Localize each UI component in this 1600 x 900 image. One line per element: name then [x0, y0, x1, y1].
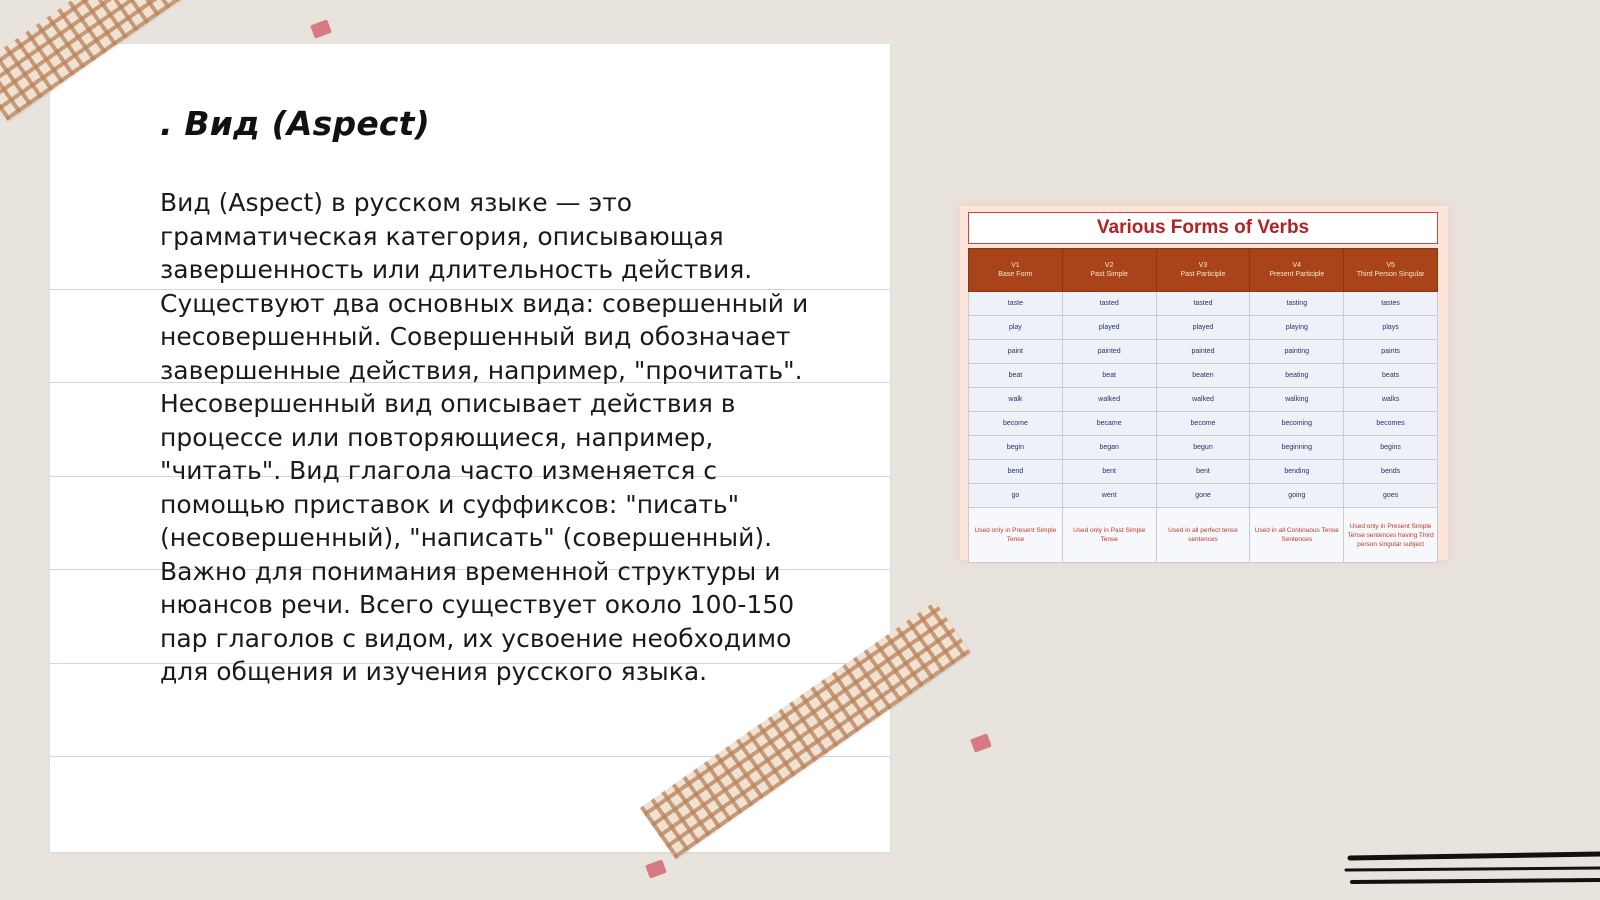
- table-row: [969, 316, 1438, 340]
- table-note-cell: Used in all perfect tense sentences: [1156, 508, 1250, 563]
- table-cell: bending: [1250, 460, 1344, 484]
- slide-paragraph: Вид (Aspect) в русском языке — это грамматическая категория, описывающая завершенность или длительность действия. Существуют два основных вида: совершенный и несовершенный. Совершенный вид обозначает завершенные действия, например, "прочитать". Несовершенный вид описывает действия в процессе или повторяющиеся, например, "читать". Вид глагола часто изменяется с помощью приставок и суффиксов: "писать" (несовершенный), "написать" (совершенный). Важно для понимания временной структуры и нюансов речи. Всего существует около 100-150 пар глаголов с видом, их усвоение необходимо для общения и изучения русского языка.: [160, 188, 809, 686]
- table-cell: become: [969, 412, 1063, 436]
- table-cell: bend: [969, 460, 1063, 484]
- table-cell: becomes: [1344, 412, 1438, 436]
- column-header: V1 Base Form: [969, 249, 1063, 292]
- table-row: [969, 292, 1438, 316]
- table-cell: began: [1062, 436, 1156, 460]
- table-cell: begun: [1156, 436, 1250, 460]
- table-cell: beats: [1344, 364, 1438, 388]
- table-cell: go: [969, 484, 1063, 508]
- table-cell: become: [1156, 412, 1250, 436]
- table-cell: becoming: [1250, 412, 1344, 436]
- brush-stroke: [1350, 854, 1600, 858]
- table-cell: walking: [1250, 388, 1344, 412]
- table-cell: walks: [1344, 388, 1438, 412]
- table-note-cell: Used only in Present Simple Tense: [969, 508, 1063, 563]
- table-cell: paint: [969, 340, 1063, 364]
- table-row: [969, 460, 1438, 484]
- table-cell: walked: [1062, 388, 1156, 412]
- table-cell: gone: [1156, 484, 1250, 508]
- table-cell: bent: [1156, 460, 1250, 484]
- table-note-cell: Used in all Continuous Tense Sentences: [1250, 508, 1344, 563]
- decorative-brush-strokes: [1340, 850, 1600, 900]
- table-cell: tastes: [1344, 292, 1438, 316]
- table-cell: tasted: [1062, 292, 1156, 316]
- table-cell: begins: [1344, 436, 1438, 460]
- table-cell: going: [1250, 484, 1344, 508]
- table-notes-row: [969, 508, 1438, 563]
- table-note-cell: Used only in Present Simple Tense sentences having Third person singular subject: [1344, 508, 1438, 563]
- brush-stroke: [1352, 880, 1600, 882]
- table-cell: painted: [1062, 340, 1156, 364]
- table-cell: beat: [1062, 364, 1156, 388]
- table-row: [969, 388, 1438, 412]
- table-cell: walk: [969, 388, 1063, 412]
- verb-forms-table-image: [960, 206, 1448, 560]
- tape-corner-accent: [645, 859, 667, 878]
- table-cell: walked: [1156, 388, 1250, 412]
- table-cell: tasting: [1250, 292, 1344, 316]
- table-row: [969, 484, 1438, 508]
- table-cell: plays: [1344, 316, 1438, 340]
- table-cell: played: [1156, 316, 1250, 340]
- slide-heading: . Вид (Aspect): [160, 104, 430, 143]
- table-cell: beaten: [1156, 364, 1250, 388]
- table-note-cell: Used only in Past Simple Tense: [1062, 508, 1156, 563]
- table-cell: goes: [1344, 484, 1438, 508]
- table-title: Various Forms of Verbs: [968, 212, 1438, 244]
- table-row: [969, 412, 1438, 436]
- table-row: [969, 436, 1438, 460]
- table-cell: played: [1062, 316, 1156, 340]
- column-header: V3 Past Participle: [1156, 249, 1250, 292]
- verb-forms-table: [968, 248, 1438, 563]
- table-cell: beginning: [1250, 436, 1344, 460]
- table-row: [969, 340, 1438, 364]
- table-header-row: [969, 249, 1438, 292]
- table-cell: became: [1062, 412, 1156, 436]
- tape-corner-accent: [310, 19, 332, 38]
- table-cell: bent: [1062, 460, 1156, 484]
- table-cell: beat: [969, 364, 1063, 388]
- column-header: V4 Present Participle: [1250, 249, 1344, 292]
- column-header: V2 Past Simple: [1062, 249, 1156, 292]
- column-header: V5 Third Person Singular: [1344, 249, 1438, 292]
- table-cell: playing: [1250, 316, 1344, 340]
- table-cell: painted: [1156, 340, 1250, 364]
- table-cell: went: [1062, 484, 1156, 508]
- table-cell: tasted: [1156, 292, 1250, 316]
- table-cell: beating: [1250, 364, 1344, 388]
- table-cell: paints: [1344, 340, 1438, 364]
- table-cell: begin: [969, 436, 1063, 460]
- table-cell: painting: [1250, 340, 1344, 364]
- table-cell: taste: [969, 292, 1063, 316]
- tape-corner-accent: [970, 733, 992, 752]
- table-row: [969, 364, 1438, 388]
- table-cell: play: [969, 316, 1063, 340]
- table-cell: bends: [1344, 460, 1438, 484]
- brush-stroke: [1346, 868, 1600, 870]
